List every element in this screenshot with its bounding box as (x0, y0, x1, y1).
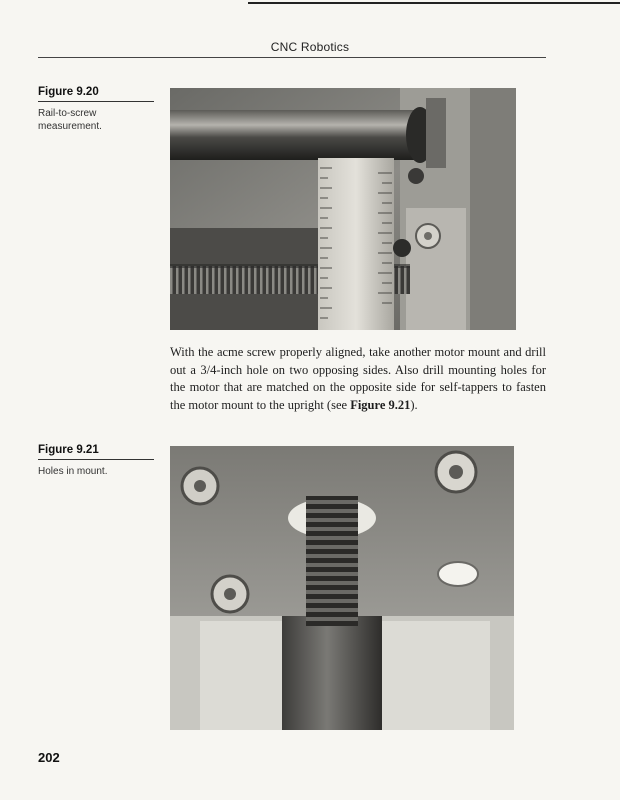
figure-9-20-photo (170, 88, 516, 330)
figure-reference: Figure 9.21 (350, 397, 411, 412)
top-edge-rule (248, 2, 620, 4)
figure-9-21-photo (170, 446, 514, 730)
paragraph-text: With the acme screw properly aligned, take another motor mount and drill out a 3/4-inch hole on two opposing sides. Also drill mounting holes for the motor that are matched on the opposite side for self-tappers to fasten the motor mount to the upright (see (170, 345, 546, 412)
running-head: CNC Robotics (270, 40, 350, 54)
paragraph-end: ). (410, 397, 418, 412)
figure-caption-text: Holes in mount. (38, 466, 108, 477)
figure-caption-9-20 (38, 86, 154, 133)
figure-number: Figure 9.20 (38, 86, 154, 102)
figure-number: Figure 9.21 (38, 444, 154, 460)
figure-caption-text: Rail-to-screw measurement. (38, 108, 102, 132)
header-rule (38, 57, 546, 58)
figure-caption-9-21 (38, 444, 154, 478)
page-number: 202 (38, 750, 60, 765)
body-paragraph (170, 344, 546, 414)
